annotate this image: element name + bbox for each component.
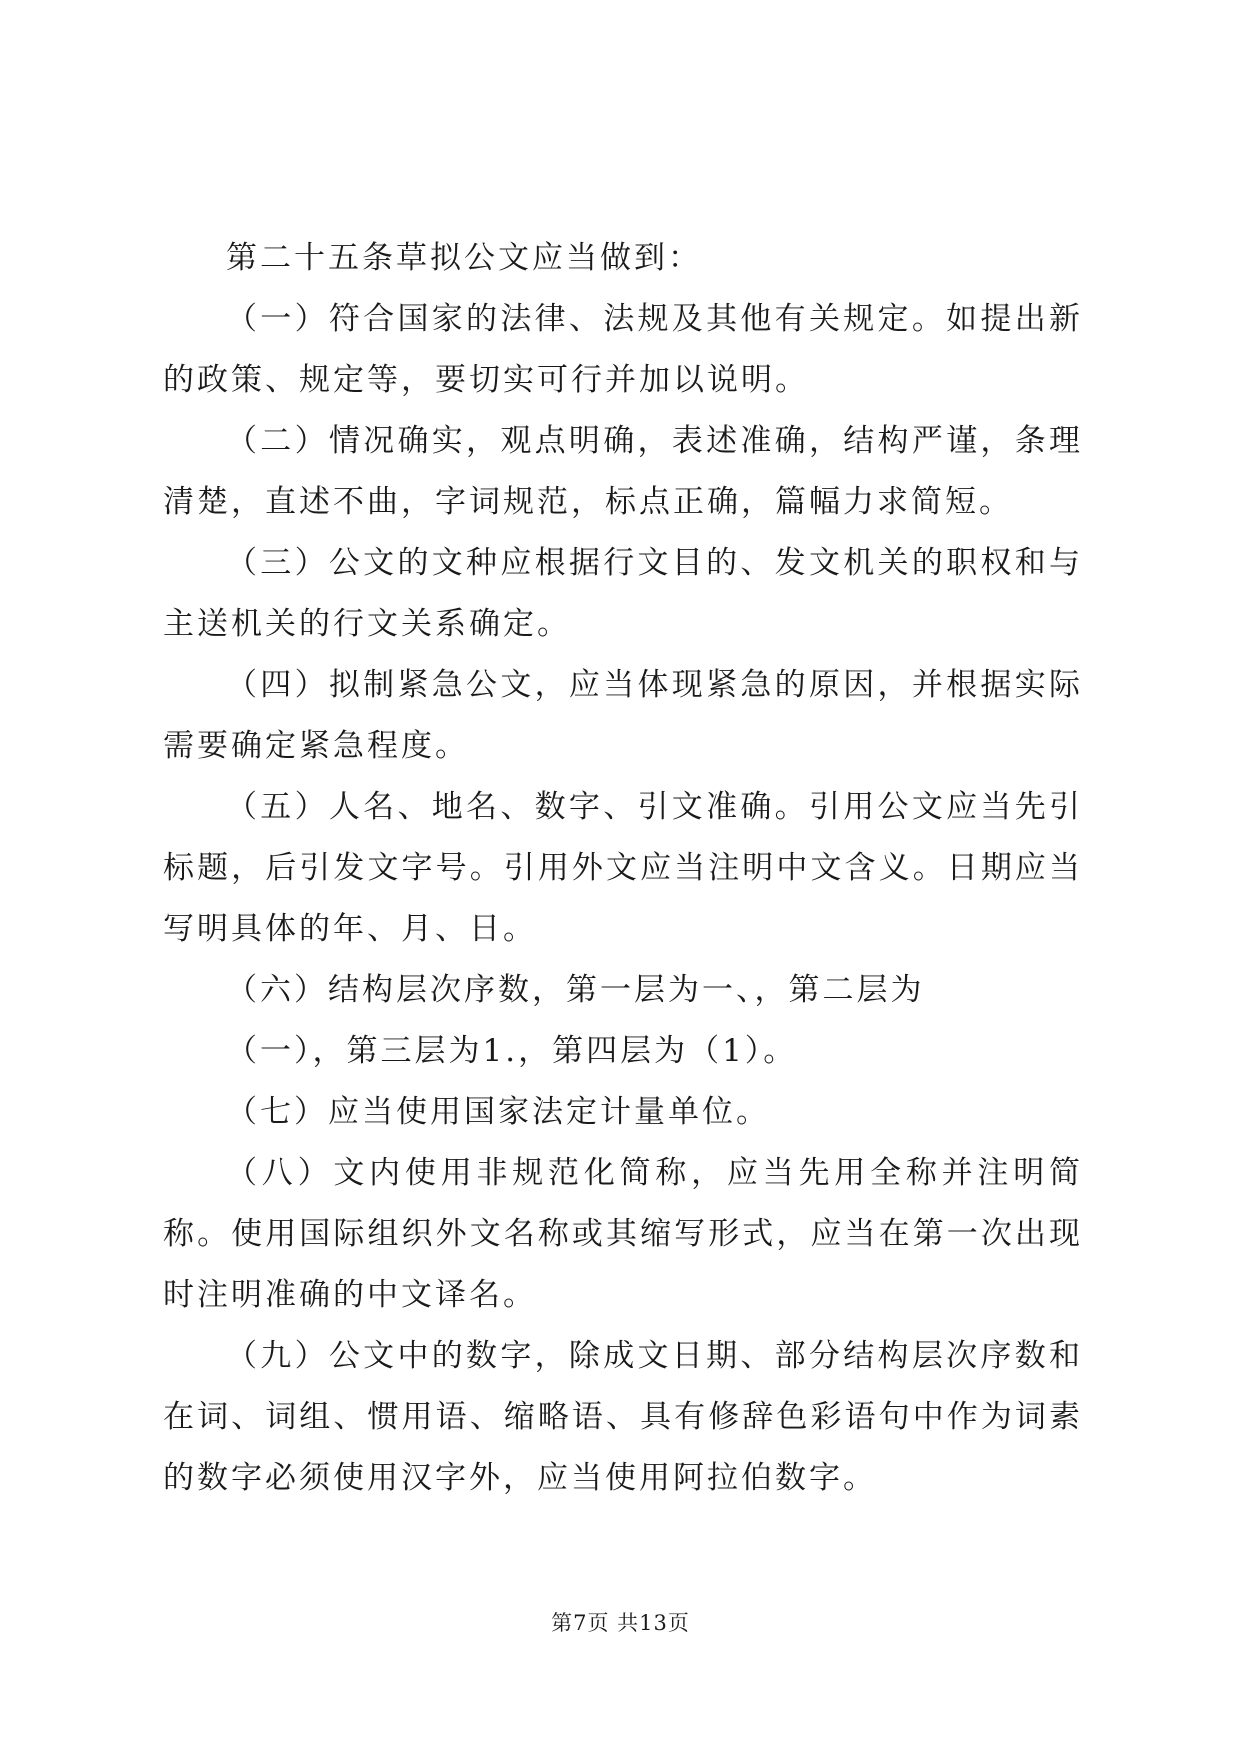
- clause-6-continued: （一），第三层为1.，第四层为（1）。: [226, 1033, 798, 1069]
- clause-3: （三）公文的文种应根据行文目的、发文机关的职权和与主送机关的行文关系确定。: [163, 545, 1083, 642]
- clause-2: （二）情况确实，观点明确，表述准确，结构严谨，条理清楚，直述不曲，字词规范，标点正确，篇幅力求简短。: [163, 423, 1083, 520]
- clause-1: （一）符合国家的法律、法规及其他有关规定。如提出新的政策、规定等，要切实可行并加以说明。: [163, 301, 1083, 398]
- clause-7: （七）应当使用国家法定计量单位。: [226, 1094, 770, 1130]
- document-body: [163, 228, 1083, 1509]
- clause-4: （四）拟制紧急公文，应当体现紧急的原因，并根据实际需要确定紧急程度。: [163, 667, 1083, 764]
- clause-6: （六）结构层次序数，第一层为一、，第二层为: [226, 972, 925, 1008]
- clause-8: （八）文内使用非规范化简称，应当先用全称并注明简称。使用国际组织外文名称或其缩写形式，应当在第一次出现时注明准确的中文译名。: [163, 1155, 1083, 1313]
- page-number-footer: 第7页 共13页: [551, 1611, 690, 1635]
- clause-5: （五）人名、地名、数字、引文准确。引用公文应当先引标题，后引发文字号。引用外文应当注明中文含义。日期应当写明具体的年、月、日。: [163, 789, 1083, 947]
- clause-9: （九）公文中的数字，除成文日期、部分结构层次序数和在词、词组、惯用语、缩略语、具有修辞色彩语句中作为词素的数字必须使用汉字外，应当使用阿拉伯数字。: [163, 1338, 1083, 1496]
- article-heading: 第二十五条草拟公文应当做到：: [226, 240, 702, 276]
